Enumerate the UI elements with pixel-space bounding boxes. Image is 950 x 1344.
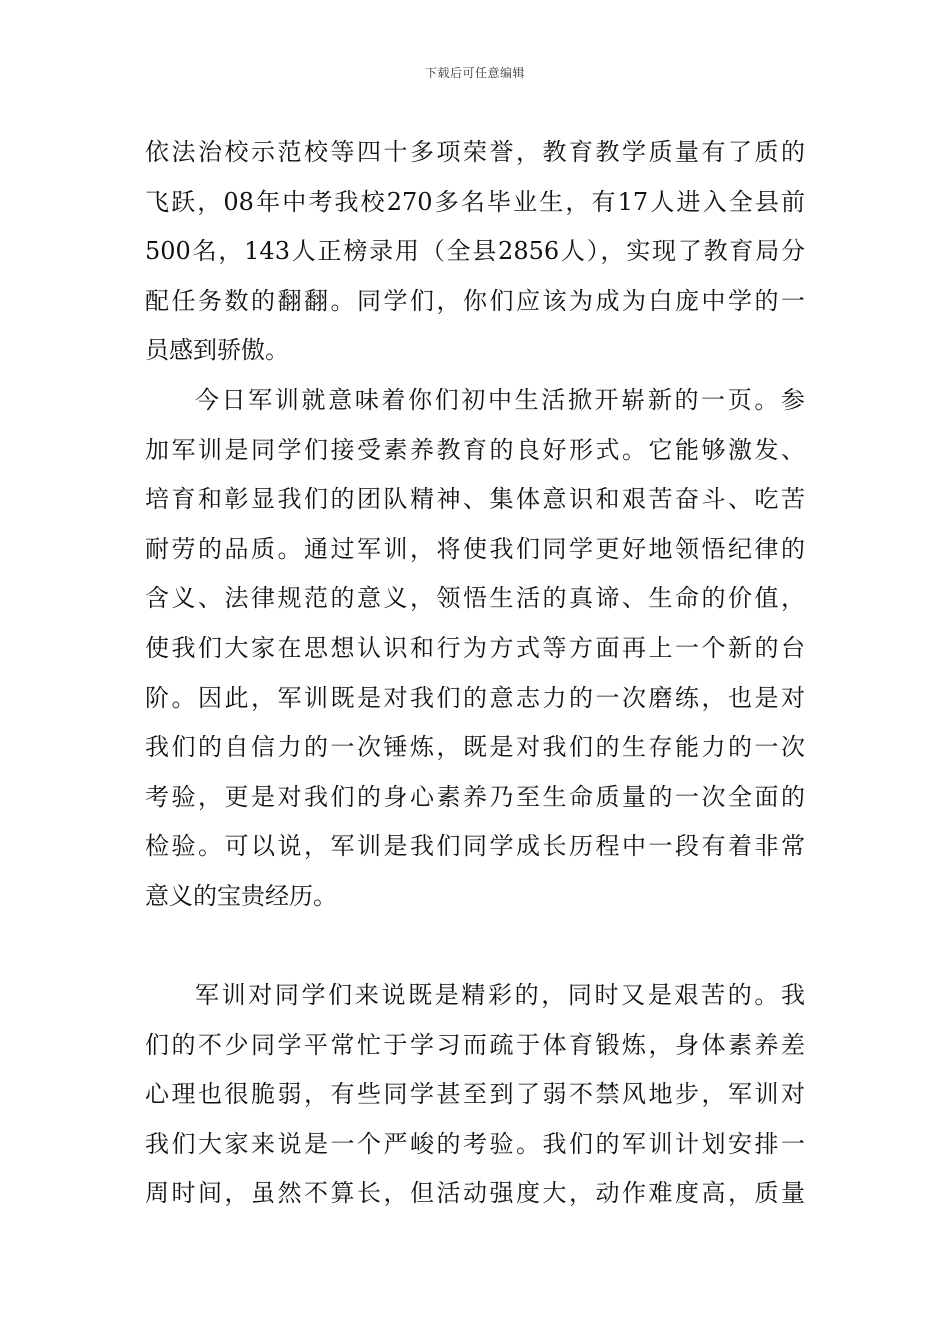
- text-line: 500名，143人正榜录用（全县2856人），实现了教育局分: [145, 237, 805, 266]
- text-line: 心理也很脆弱，有些同学甚至到了弱不禁风地步，军训对: [145, 1080, 805, 1109]
- text-line: 依法治校示范校等四十多项荣誉，教育教学质量有了质的: [145, 138, 805, 166]
- paragraph: [145, 128, 805, 376]
- text-line: 使我们大家在思想认识和行为方式等方面再上一个新的台: [145, 633, 805, 662]
- text-line: 我们的自信力的一次锤炼，既是对我们的生存能力的一次: [145, 733, 805, 762]
- text-line: 们的不少同学平常忙于学习而疏于体育锻炼，身体素养差: [145, 1030, 805, 1059]
- text-line: 检验。可以说，军训是我们同学成长历程中一段有着非常: [145, 832, 805, 861]
- text-line: 飞跃，08年中考我校270多名毕业生，有17人进入全县前: [145, 187, 805, 216]
- text-line: 加军训是同学们接受素养教育的良好形式。它能够激发、: [145, 435, 805, 464]
- text-line: 员感到骄傲。: [145, 336, 289, 365]
- text-line: 耐劳的品质。通过军训，将使我们同学更好地领悟纪律的: [145, 534, 805, 563]
- text-line: 今日军训就意味着你们初中生活掀开崭新的一页。参: [195, 385, 805, 414]
- paragraph-gap: [145, 922, 805, 972]
- text-line: 我们大家来说是一个严峻的考验。我们的军训计划安排一: [145, 1129, 805, 1158]
- text-line: 培育和彰显我们的团队精神、集体意识和艰苦奋斗、吃苦: [145, 485, 805, 514]
- document-body: [145, 128, 805, 1219]
- page-header: 下载后可任意编辑: [424, 66, 525, 80]
- text-line: 考验，更是对我们的身心素养乃至生命质量的一次全面的: [145, 782, 805, 811]
- text-line: 意义的宝贵经历。: [145, 881, 337, 910]
- text-line: 军训对同学们来说既是精彩的，同时又是艰苦的。我: [195, 981, 805, 1010]
- text-line: 含义、法律规范的意义，领悟生活的真谛、生命的价值，: [145, 584, 805, 613]
- text-line: 配任务数的翻翻。同学们，你们应该为成为白庞中学的一: [145, 286, 805, 315]
- paragraph: [145, 376, 805, 922]
- text-line: 阶。因此，军训既是对我们的意志力的一次磨练，也是对: [145, 683, 805, 712]
- paragraph: [145, 971, 805, 1219]
- text-line: 周时间，虽然不算长，但活动强度大，动作难度高，质量: [145, 1179, 805, 1208]
